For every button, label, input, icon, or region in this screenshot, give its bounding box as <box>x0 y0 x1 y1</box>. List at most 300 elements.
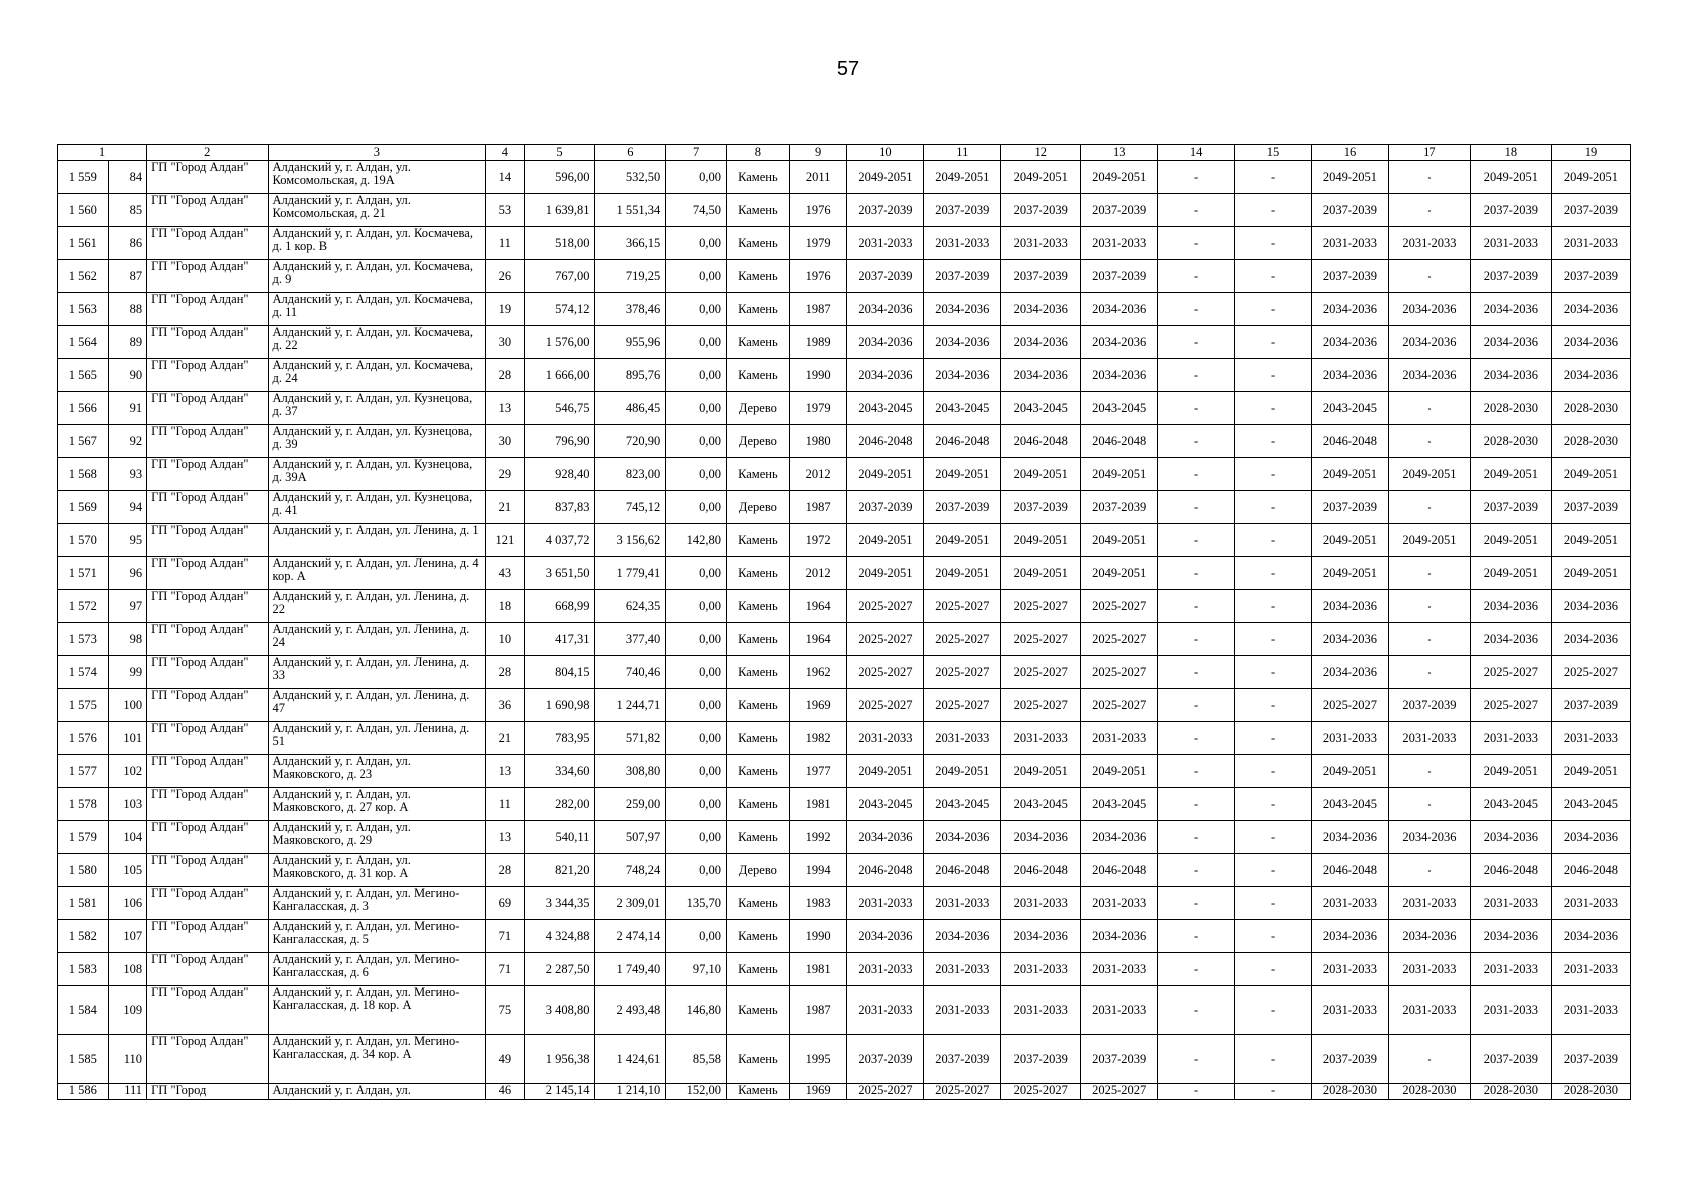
table-cell-c7: 85,58 <box>666 1035 727 1084</box>
table-cell-i: 102 <box>108 755 146 788</box>
table-cell-c15: - <box>1235 425 1312 458</box>
table-cell-address: Алданский у, г. Алдан, ул. Ленина, д. 47 <box>268 689 486 722</box>
table-row <box>58 821 1631 854</box>
table-cell-c18: 2049-2051 <box>1470 524 1551 557</box>
table-cell-c7: 74,50 <box>666 194 727 227</box>
table-cell-c13: 2034-2036 <box>1081 359 1158 392</box>
table-cell-c8: Камень <box>727 359 790 392</box>
table-cell-c9: 1962 <box>789 656 847 689</box>
table-cell-c14: - <box>1158 1035 1235 1084</box>
table-cell-c6: 2 474,14 <box>595 920 666 953</box>
table-row <box>58 986 1631 1035</box>
table-cell-c16: 2046-2048 <box>1312 854 1389 887</box>
table-cell-owner: ГП "Город Алдан" <box>147 656 268 689</box>
table-cell-c18: 2031-2033 <box>1470 953 1551 986</box>
table-cell-c8: Камень <box>727 656 790 689</box>
table-cell-c6: 823,00 <box>595 458 666 491</box>
table-cell-c13: 2031-2033 <box>1081 227 1158 260</box>
table-cell-c17: 2034-2036 <box>1388 920 1470 953</box>
header-cell-5: 5 <box>524 145 595 161</box>
table-cell-c5: 3 651,50 <box>524 557 595 590</box>
table-cell-c4: 21 <box>486 491 524 524</box>
table-cell-c8: Камень <box>727 524 790 557</box>
table-cell-c14: - <box>1158 755 1235 788</box>
table-cell-c15: - <box>1235 656 1312 689</box>
table-cell-c11: 2049-2051 <box>924 755 1001 788</box>
table-cell-c7: 0,00 <box>666 392 727 425</box>
table-cell-c5: 1 690,98 <box>524 689 595 722</box>
table-cell-owner: ГП "Город Алдан" <box>147 986 268 1035</box>
table-cell-c12: 2043-2045 <box>1001 788 1081 821</box>
table-cell-c13: 2049-2051 <box>1081 161 1158 194</box>
table-cell-c19: 2028-2030 <box>1551 425 1630 458</box>
table-cell-c11: 2034-2036 <box>924 920 1001 953</box>
table-cell-c5: 804,15 <box>524 656 595 689</box>
table-cell-c6: 955,96 <box>595 326 666 359</box>
table-cell-c9: 1982 <box>789 722 847 755</box>
table-cell-c18: 2034-2036 <box>1470 821 1551 854</box>
table-cell-c11: 2025-2027 <box>924 656 1001 689</box>
table-cell-c13: 2049-2051 <box>1081 557 1158 590</box>
table-cell-c5: 3 408,80 <box>524 986 595 1035</box>
table-cell-i: 109 <box>108 986 146 1035</box>
table-cell-c16: 2043-2045 <box>1312 788 1389 821</box>
table-cell-c7: 0,00 <box>666 623 727 656</box>
table-cell-c10: 2037-2039 <box>847 491 924 524</box>
table-cell-c9: 1976 <box>789 194 847 227</box>
table-cell-c7: 0,00 <box>666 854 727 887</box>
table-cell-c5: 767,00 <box>524 260 595 293</box>
table-cell-c18: 2043-2045 <box>1470 788 1551 821</box>
table-cell-n: 1 584 <box>58 986 109 1035</box>
header-cell-11: 11 <box>924 145 1001 161</box>
table-cell-owner: ГП "Город Алдан" <box>147 788 268 821</box>
table-cell-c13: 2034-2036 <box>1081 293 1158 326</box>
table-cell-c8: Камень <box>727 788 790 821</box>
table-row <box>58 953 1631 986</box>
table-cell-i: 107 <box>108 920 146 953</box>
table-cell-c15: - <box>1235 590 1312 623</box>
table-cell-address: Алданский у, г. Алдан, ул. Маяковского, д. 23 <box>268 755 486 788</box>
table-row <box>58 887 1631 920</box>
table-cell-c4: 71 <box>486 920 524 953</box>
table-cell-c6: 1 244,71 <box>595 689 666 722</box>
table-cell-i: 99 <box>108 656 146 689</box>
table-cell-c19: 2037-2039 <box>1551 260 1630 293</box>
table-cell-c12: 2046-2048 <box>1001 425 1081 458</box>
table-cell-c6: 571,82 <box>595 722 666 755</box>
table-cell-c19: 2034-2036 <box>1551 590 1630 623</box>
table-cell-c10: 2046-2048 <box>847 425 924 458</box>
table-row <box>58 1084 1631 1100</box>
table-row <box>58 920 1631 953</box>
table-cell-c8: Камень <box>727 590 790 623</box>
table-cell-n: 1 566 <box>58 392 109 425</box>
table-cell-address: Алданский у, г. Алдан, ул. Ленина, д. 22 <box>268 590 486 623</box>
table-cell-i: 87 <box>108 260 146 293</box>
table-cell-c10: 2025-2027 <box>847 689 924 722</box>
table-cell-c7: 0,00 <box>666 458 727 491</box>
table-cell-c10: 2031-2033 <box>847 986 924 1035</box>
table-cell-c16: 2034-2036 <box>1312 590 1389 623</box>
table-cell-i: 89 <box>108 326 146 359</box>
table-cell-c4: 10 <box>486 623 524 656</box>
table-cell-c13: 2031-2033 <box>1081 953 1158 986</box>
header-cell-16: 16 <box>1312 145 1389 161</box>
table-cell-c9: 1990 <box>789 359 847 392</box>
table-cell-c8: Камень <box>727 194 790 227</box>
table-row <box>58 590 1631 623</box>
table-cell-c12: 2031-2033 <box>1001 953 1081 986</box>
table-cell-c4: 19 <box>486 293 524 326</box>
table-cell-c19: 2037-2039 <box>1551 491 1630 524</box>
table-cell-c17: 2034-2036 <box>1388 821 1470 854</box>
table-cell-c9: 1969 <box>789 689 847 722</box>
table-cell-c4: 69 <box>486 887 524 920</box>
table-cell-c9: 1976 <box>789 260 847 293</box>
table-cell-c11: 2049-2051 <box>924 161 1001 194</box>
table-cell-c13: 2049-2051 <box>1081 524 1158 557</box>
table-cell-i: 85 <box>108 194 146 227</box>
header-cell-19: 19 <box>1551 145 1630 161</box>
table-cell-c14: - <box>1158 491 1235 524</box>
table-cell-c15: - <box>1235 953 1312 986</box>
table-cell-c11: 2046-2048 <box>924 854 1001 887</box>
table-cell-c16: 2034-2036 <box>1312 623 1389 656</box>
table-cell-c18: 2037-2039 <box>1470 260 1551 293</box>
table-cell-c11: 2034-2036 <box>924 821 1001 854</box>
table-cell-c9: 1964 <box>789 590 847 623</box>
table-cell-c17: 2037-2039 <box>1388 689 1470 722</box>
table-cell-c14: - <box>1158 590 1235 623</box>
table-cell-n: 1 580 <box>58 854 109 887</box>
table-cell-owner: ГП "Город Алдан" <box>147 590 268 623</box>
table-cell-c16: 2037-2039 <box>1312 491 1389 524</box>
table-cell-c5: 1 666,00 <box>524 359 595 392</box>
table-row <box>58 722 1631 755</box>
table-cell-address: Алданский у, г. Алдан, ул. Мегино-Кангаласская, д. 34 кор. А <box>268 1035 486 1084</box>
table-cell-c16: 2049-2051 <box>1312 458 1389 491</box>
table-cell-c11: 2037-2039 <box>924 260 1001 293</box>
table-cell-c16: 2043-2045 <box>1312 392 1389 425</box>
header-cell-4: 4 <box>486 145 524 161</box>
table-cell-c6: 1 749,40 <box>595 953 666 986</box>
table-cell-i: 92 <box>108 425 146 458</box>
table-cell-n: 1 583 <box>58 953 109 986</box>
table-cell-c9: 1995 <box>789 1035 847 1084</box>
table-cell-owner: ГП "Город Алдан" <box>147 326 268 359</box>
table-cell-address: Алданский у, г. Алдан, ул. Кузнецова, д. 37 <box>268 392 486 425</box>
table-cell-c11: 2043-2045 <box>924 392 1001 425</box>
table-cell-c10: 2034-2036 <box>847 326 924 359</box>
table-cell-c13: 2043-2045 <box>1081 788 1158 821</box>
table-cell-address: Алданский у, г. Алдан, ул. Мегино-Кангаласская, д. 6 <box>268 953 486 986</box>
table-cell-c8: Камень <box>727 986 790 1035</box>
table-cell-c7: 0,00 <box>666 689 727 722</box>
table-cell-c8: Дерево <box>727 491 790 524</box>
table-cell-c14: - <box>1158 326 1235 359</box>
table-cell-c6: 745,12 <box>595 491 666 524</box>
table-cell-c14: - <box>1158 656 1235 689</box>
table-cell-c16: 2031-2033 <box>1312 227 1389 260</box>
table-cell-c4: 13 <box>486 821 524 854</box>
table-cell-c13: 2049-2051 <box>1081 755 1158 788</box>
table-cell-c8: Камень <box>727 1084 790 1100</box>
table-cell-c16: 2034-2036 <box>1312 656 1389 689</box>
table-cell-owner: ГП "Город Алдан" <box>147 1035 268 1084</box>
table-cell-address: Алданский у, г. Алдан, ул. Маяковского, д. 31 кор. А <box>268 854 486 887</box>
table-cell-c14: - <box>1158 227 1235 260</box>
table-cell-c16: 2034-2036 <box>1312 821 1389 854</box>
table-cell-c16: 2049-2051 <box>1312 557 1389 590</box>
table-cell-c4: 11 <box>486 227 524 260</box>
table-cell-c18: 2037-2039 <box>1470 491 1551 524</box>
table-cell-c17: - <box>1388 260 1470 293</box>
table-row <box>58 359 1631 392</box>
table-cell-c16: 2034-2036 <box>1312 326 1389 359</box>
table-cell-c9: 1992 <box>789 821 847 854</box>
table-cell-c4: 18 <box>486 590 524 623</box>
table-cell-c14: - <box>1158 524 1235 557</box>
table-cell-c19: 2034-2036 <box>1551 359 1630 392</box>
table-cell-c12: 2034-2036 <box>1001 293 1081 326</box>
table-cell-c10: 2031-2033 <box>847 227 924 260</box>
table-cell-c7: 97,10 <box>666 953 727 986</box>
table-cell-i: 96 <box>108 557 146 590</box>
table-cell-n: 1 573 <box>58 623 109 656</box>
table-cell-n: 1 567 <box>58 425 109 458</box>
table-cell-c5: 668,99 <box>524 590 595 623</box>
table-cell-c5: 3 344,35 <box>524 887 595 920</box>
table-cell-c11: 2049-2051 <box>924 557 1001 590</box>
table-cell-c17: 2049-2051 <box>1388 524 1470 557</box>
table-cell-c15: - <box>1235 689 1312 722</box>
table-row <box>58 689 1631 722</box>
table-cell-owner: ГП "Город Алдан" <box>147 260 268 293</box>
table-cell-c18: 2049-2051 <box>1470 161 1551 194</box>
table-cell-c5: 518,00 <box>524 227 595 260</box>
table-cell-c14: - <box>1158 1084 1235 1100</box>
table-cell-c14: - <box>1158 458 1235 491</box>
table-cell-c4: 14 <box>486 161 524 194</box>
table-cell-c12: 2025-2027 <box>1001 1084 1081 1100</box>
table-cell-c7: 152,00 <box>666 1084 727 1100</box>
table-cell-c8: Камень <box>727 689 790 722</box>
table-cell-c19: 2025-2027 <box>1551 656 1630 689</box>
page-number: 57 <box>836 58 860 80</box>
table-row <box>58 392 1631 425</box>
table-cell-c8: Камень <box>727 227 790 260</box>
table-row <box>58 161 1631 194</box>
table-cell-c9: 1994 <box>789 854 847 887</box>
header-cell-14: 14 <box>1158 145 1235 161</box>
table-cell-address: Алданский у, г. Алдан, ул. Маяковского, д. 29 <box>268 821 486 854</box>
table-cell-c15: - <box>1235 227 1312 260</box>
table-cell-c17: 2031-2033 <box>1388 986 1470 1035</box>
table-cell-c7: 0,00 <box>666 557 727 590</box>
table-cell-c8: Камень <box>727 623 790 656</box>
table-cell-owner: ГП "Город Алдан" <box>147 524 268 557</box>
table-cell-c5: 540,11 <box>524 821 595 854</box>
table-cell-address: Алданский у, г. Алдан, ул. Ленина, д. 33 <box>268 656 486 689</box>
table-cell-c10: 2031-2033 <box>847 887 924 920</box>
table-cell-c17: - <box>1388 656 1470 689</box>
table-cell-c4: 28 <box>486 359 524 392</box>
table-cell-c15: - <box>1235 887 1312 920</box>
table-cell-c13: 2037-2039 <box>1081 260 1158 293</box>
table-cell-c16: 2049-2051 <box>1312 755 1389 788</box>
table-row <box>58 326 1631 359</box>
table-cell-c11: 2031-2033 <box>924 227 1001 260</box>
table-cell-c16: 2037-2039 <box>1312 194 1389 227</box>
table-cell-c14: - <box>1158 161 1235 194</box>
table-cell-c14: - <box>1158 260 1235 293</box>
table-cell-c12: 2025-2027 <box>1001 689 1081 722</box>
table-cell-c15: - <box>1235 1035 1312 1084</box>
table-cell-c8: Камень <box>727 161 790 194</box>
table-cell-c5: 928,40 <box>524 458 595 491</box>
table-cell-c11: 2034-2036 <box>924 293 1001 326</box>
table-row <box>58 194 1631 227</box>
table-cell-c6: 259,00 <box>595 788 666 821</box>
table-cell-c11: 2034-2036 <box>924 326 1001 359</box>
table-cell-owner: ГП "Город Алдан" <box>147 227 268 260</box>
table-cell-c15: - <box>1235 722 1312 755</box>
table-cell-n: 1 585 <box>58 1035 109 1084</box>
table-cell-c14: - <box>1158 194 1235 227</box>
table-cell-c6: 308,80 <box>595 755 666 788</box>
table-cell-c19: 2031-2033 <box>1551 953 1630 986</box>
table-cell-n: 1 570 <box>58 524 109 557</box>
table-cell-c5: 546,75 <box>524 392 595 425</box>
table-cell-c8: Камень <box>727 1035 790 1084</box>
table-cell-c9: 1972 <box>789 524 847 557</box>
table-cell-c4: 71 <box>486 953 524 986</box>
table-cell-c10: 2025-2027 <box>847 656 924 689</box>
table-cell-c5: 1 956,38 <box>524 1035 595 1084</box>
table-cell-c8: Камень <box>727 920 790 953</box>
table-cell-address: Алданский у, г. Алдан, ул. Ленина, д. 24 <box>268 623 486 656</box>
table-cell-owner: ГП "Город Алдан" <box>147 887 268 920</box>
table-cell-owner: ГП "Город Алдан" <box>147 821 268 854</box>
table-cell-c14: - <box>1158 920 1235 953</box>
table-cell-c8: Дерево <box>727 392 790 425</box>
table-cell-c4: 49 <box>486 1035 524 1084</box>
table-cell-c18: 2037-2039 <box>1470 1035 1551 1084</box>
table-cell-i: 95 <box>108 524 146 557</box>
table-cell-c12: 2031-2033 <box>1001 887 1081 920</box>
table-cell-owner: ГП "Город Алдан" <box>147 953 268 986</box>
table-cell-c10: 2043-2045 <box>847 788 924 821</box>
table-cell-c17: 2028-2030 <box>1388 1084 1470 1100</box>
table-cell-c16: 2031-2033 <box>1312 722 1389 755</box>
table-cell-c18: 2046-2048 <box>1470 854 1551 887</box>
header-cell-10: 10 <box>847 145 924 161</box>
table-cell-n: 1 559 <box>58 161 109 194</box>
header-cell-2: 2 <box>147 145 268 161</box>
table-cell-c7: 0,00 <box>666 326 727 359</box>
table-cell-c11: 2043-2045 <box>924 788 1001 821</box>
table-cell-c12: 2043-2045 <box>1001 392 1081 425</box>
table-cell-c18: 2049-2051 <box>1470 755 1551 788</box>
table-cell-i: 111 <box>108 1084 146 1100</box>
table-cell-c17: - <box>1388 755 1470 788</box>
table-cell-owner: ГП "Город Алдан" <box>147 755 268 788</box>
table-cell-c17: 2031-2033 <box>1388 227 1470 260</box>
table-cell-c6: 895,76 <box>595 359 666 392</box>
table-cell-c9: 1977 <box>789 755 847 788</box>
table-cell-c18: 2031-2033 <box>1470 722 1551 755</box>
table-cell-c15: - <box>1235 392 1312 425</box>
table-cell-n: 1 575 <box>58 689 109 722</box>
table-cell-c16: 2034-2036 <box>1312 920 1389 953</box>
table-cell-c18: 2028-2030 <box>1470 392 1551 425</box>
table-cell-c15: - <box>1235 359 1312 392</box>
table-cell-c9: 2012 <box>789 458 847 491</box>
header-cell-15: 15 <box>1235 145 1312 161</box>
table-cell-c18: 2031-2033 <box>1470 887 1551 920</box>
table-cell-c13: 2034-2036 <box>1081 821 1158 854</box>
table-cell-c18: 2034-2036 <box>1470 359 1551 392</box>
table-cell-n: 1 574 <box>58 656 109 689</box>
table-cell-c14: - <box>1158 788 1235 821</box>
table-cell-i: 84 <box>108 161 146 194</box>
table-row <box>58 623 1631 656</box>
register-table <box>57 144 1631 1100</box>
table-cell-c12: 2031-2033 <box>1001 986 1081 1035</box>
table-cell-c11: 2037-2039 <box>924 491 1001 524</box>
table-row <box>58 854 1631 887</box>
table-cell-c17: - <box>1388 425 1470 458</box>
table-cell-c12: 2037-2039 <box>1001 491 1081 524</box>
table-cell-c14: - <box>1158 623 1235 656</box>
table-cell-c4: 11 <box>486 788 524 821</box>
table-cell-c5: 417,31 <box>524 623 595 656</box>
table-cell-c14: - <box>1158 722 1235 755</box>
table-cell-c6: 740,46 <box>595 656 666 689</box>
table-cell-c9: 1989 <box>789 326 847 359</box>
table-cell-c11: 2025-2027 <box>924 590 1001 623</box>
header-cell-9: 9 <box>789 145 847 161</box>
table-cell-c15: - <box>1235 920 1312 953</box>
table-cell-address: Алданский у, г. Алдан, ул. Космачева, д. 11 <box>268 293 486 326</box>
table-cell-n: 1 578 <box>58 788 109 821</box>
table-cell-c13: 2031-2033 <box>1081 986 1158 1035</box>
table-cell-c14: - <box>1158 425 1235 458</box>
table-cell-c17: 2034-2036 <box>1388 293 1470 326</box>
table-body <box>58 161 1631 1100</box>
table-cell-owner: ГП "Город Алдан" <box>147 425 268 458</box>
table-cell-c18: 2025-2027 <box>1470 656 1551 689</box>
table-cell-c8: Камень <box>727 755 790 788</box>
table-cell-c5: 4 037,72 <box>524 524 595 557</box>
table-cell-c7: 146,80 <box>666 986 727 1035</box>
table-cell-c4: 13 <box>486 392 524 425</box>
table-cell-c4: 28 <box>486 854 524 887</box>
table-cell-c14: - <box>1158 557 1235 590</box>
table-cell-c12: 2025-2027 <box>1001 623 1081 656</box>
table-cell-c13: 2031-2033 <box>1081 887 1158 920</box>
table-cell-c5: 2 145,14 <box>524 1084 595 1100</box>
table-cell-c7: 0,00 <box>666 788 727 821</box>
table-cell-c13: 2049-2051 <box>1081 458 1158 491</box>
table-cell-n: 1 565 <box>58 359 109 392</box>
table-cell-c10: 2037-2039 <box>847 1035 924 1084</box>
table-cell-c5: 334,60 <box>524 755 595 788</box>
table-cell-c13: 2025-2027 <box>1081 623 1158 656</box>
table-cell-address: Алданский у, г. Алдан, ул. Мегино-Кангаласская, д. 3 <box>268 887 486 920</box>
table-cell-c19: 2031-2033 <box>1551 887 1630 920</box>
